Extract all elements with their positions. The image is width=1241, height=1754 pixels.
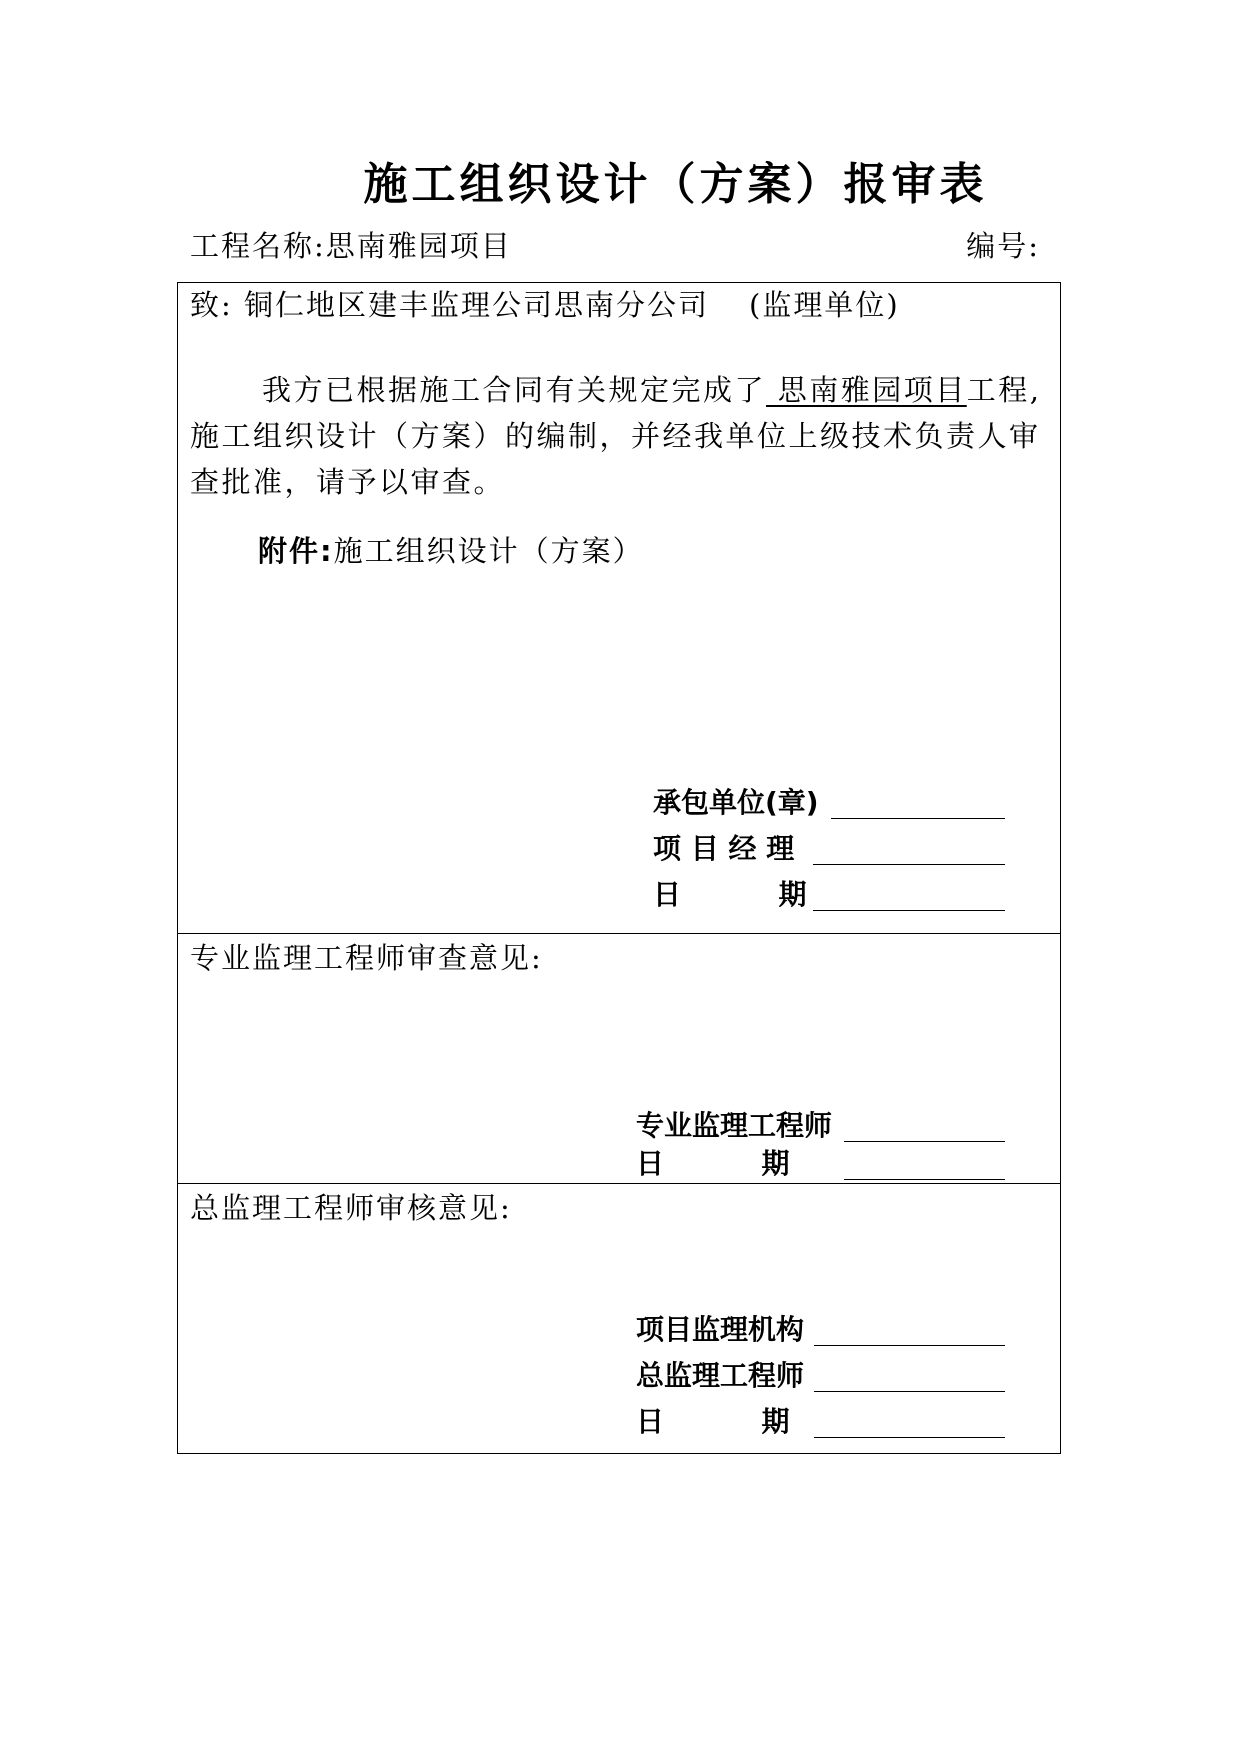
para-text-1: 我方已根据施工合同有关规定完成了 xyxy=(262,373,767,407)
contractor-seal-line[interactable] xyxy=(831,818,1005,819)
para-text-2: 工程,施工组织设计（方案）的编制，并经我单位上级技术负责人审查批准，请予以审查。 xyxy=(190,373,1042,499)
to-company: 铜仁地区建丰监理公司思南分公司 xyxy=(244,288,710,322)
engineer-row xyxy=(636,1106,832,1146)
review-form-table xyxy=(177,282,1061,1454)
project-manager-label: 项 目 经 理 xyxy=(653,832,795,865)
project-manager-row xyxy=(653,829,794,869)
supervision-org-row xyxy=(636,1310,804,1350)
date-row-3 xyxy=(636,1402,789,1442)
engineer-line[interactable] xyxy=(844,1141,1005,1142)
chief-review-section xyxy=(178,1184,1060,1453)
page-title: 施工组织设计（方案）报审表 xyxy=(363,159,988,210)
contractor-seal-row xyxy=(653,783,819,823)
supervision-org-line[interactable] xyxy=(814,1345,1005,1346)
date-line-1[interactable] xyxy=(813,910,1005,911)
date-label-3: 日 期 xyxy=(636,1405,790,1438)
date-row-1 xyxy=(653,875,806,915)
chief-engineer-row xyxy=(636,1356,804,1396)
recipient-line xyxy=(190,287,900,323)
date-row-2 xyxy=(636,1144,789,1184)
supervision-org-label: 项目监理机构 xyxy=(636,1313,805,1346)
to-unit: (监理单位) xyxy=(749,288,900,322)
chief-engineer-line[interactable] xyxy=(814,1391,1005,1392)
chief-engineer-label: 总监理工程师 xyxy=(636,1359,805,1392)
project-manager-line[interactable] xyxy=(813,864,1005,865)
attachment-label: 附件: xyxy=(258,534,334,568)
date-label-1: 日 期 xyxy=(653,878,807,911)
date-line-2[interactable] xyxy=(844,1179,1005,1180)
date-line-3[interactable] xyxy=(814,1437,1005,1438)
project-label: 工程名称: xyxy=(190,229,326,263)
date-label-2: 日 期 xyxy=(636,1147,790,1180)
attachment-line xyxy=(258,533,644,569)
contractor-seal-label: 承包单位(章) xyxy=(653,786,819,819)
chief-opinion-label: 总监理工程师审核意见: xyxy=(190,1191,512,1225)
submission-section xyxy=(178,283,1060,934)
engineer-opinion-label: 专业监理工程师审查意见: xyxy=(190,941,543,975)
number-field: 编号: xyxy=(966,229,1040,263)
engineer-review-section xyxy=(178,934,1060,1184)
project-name-field xyxy=(190,228,512,264)
attachment-text: 施工组织设计（方案） xyxy=(333,534,644,568)
engineer-label: 专业监理工程师 xyxy=(636,1109,833,1142)
submission-paragraph xyxy=(190,367,1052,505)
para-project-name: 思南雅园项目 xyxy=(766,373,967,407)
to-label: 致: xyxy=(190,288,233,322)
project-name: 思南雅园项目 xyxy=(325,229,512,263)
